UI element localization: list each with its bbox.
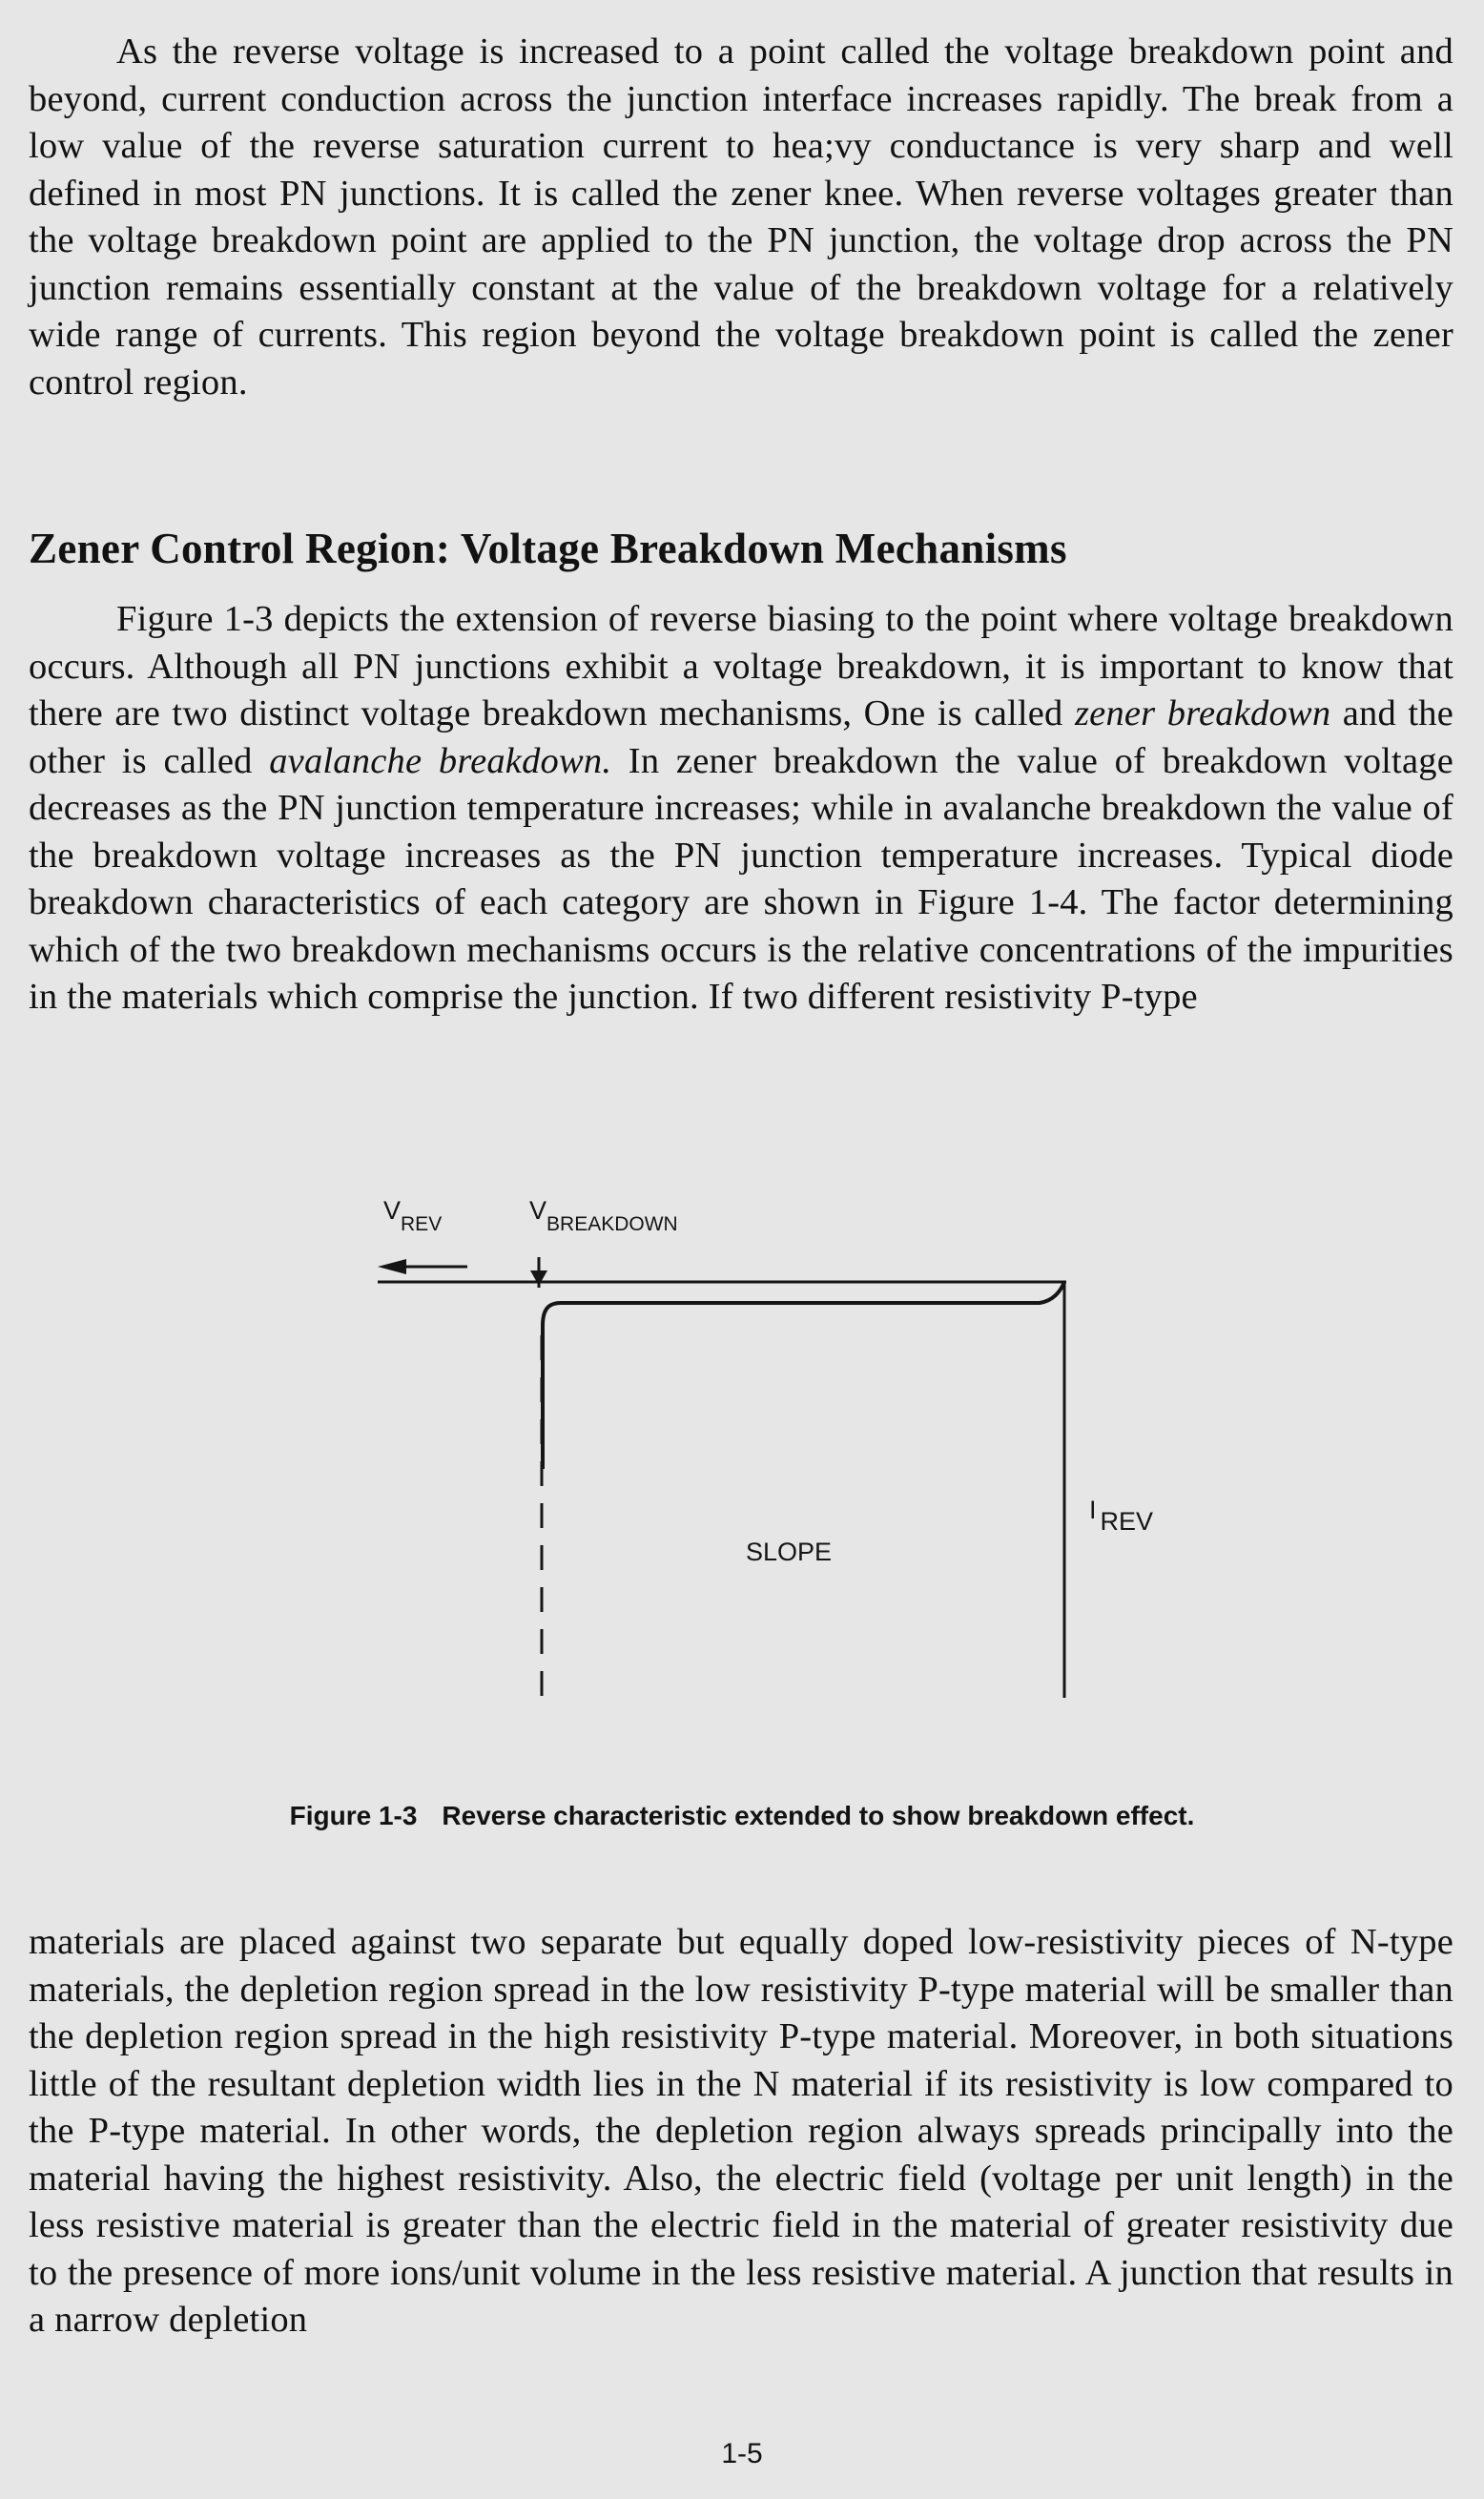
paragraph-depletion-region: materials are placed against two separate but equally doped low-resistivity pieces of N-type materials, the depletion region spread in the low resistivity P-type material will be smaller than the depletion region spread in the high resistivity P-type material. Moreover, in both situations little of the resultant depletion width lies in the N material if its resistivity is low compared to the P-type material. In other words, the depletion region always spreads principally into the material having the highest resistivity. Also, the electric field (voltage per unit length) in the less resistive material is greater than the electric field in the material of greater resistivity due to the presence of more ions/unit volume in the less resistive material. A junction that results in a narrow depletion	[29, 1922, 1453, 2340]
slope-label: SLOPE	[746, 1538, 833, 1566]
vrev-main: V	[383, 1196, 402, 1225]
irev-sub: REV	[1100, 1507, 1154, 1536]
term-avalanche-breakdown: avalanche breakdown.	[269, 740, 612, 781]
vrev-sub: REV	[401, 1213, 443, 1235]
section-heading: Zener Control Region: Voltage Breakdown Mechanisms	[29, 525, 1067, 572]
vbreakdown-sub: BREAKDOWN	[546, 1213, 678, 1235]
paragraph-text: Figure 1-3 depicts the extension of reverse biasing to the point where voltage breakdown occurs. Although all PN junctions exhibit a voltage breakdown, it is important to know that there are two distinct voltage breakdown mechanisms, One is called	[29, 599, 1453, 733]
caption-text: Reverse characteristic extended to show breakdown effect.	[442, 1801, 1195, 1830]
paragraph-text: In zener breakdown the value of breakdown voltage decreases as the PN junction temperature increases; while in avalanche breakdown the value of the breakdown voltage increases as the PN junction temperature increases. Typical diode breakdown characteristics of each category are shown in Figure 1-4. The factor determining which of the two breakdown mechanisms occurs is the relative concentrations of the impurities in the materials which comprise the junction. If two different resistivity P-type	[29, 740, 1453, 1017]
vbreakdown-label	[529, 1196, 678, 1235]
paragraph-text: and the other is called	[29, 693, 1453, 781]
paragraph-reverse-voltage: As the reverse voltage is increased to a point called the voltage breakdown point and beyond, current conduction across the junction interface increases rapidly. The break from a low value of the reverse saturation current to hea;vy conductance is very sharp and well defined in most PN junctions. It is called the zener knee. When reverse voltages greater than the voltage breakdown point are applied to the PN junction, the voltage drop across the PN junction remains essentially constant at the value of the breakdown voltage for a relatively wide range of currents. This region beyond the voltage breakdown point is called the zener control region.	[29, 31, 1453, 403]
irev-main: I	[1089, 1496, 1097, 1524]
vbreakdown-main: V	[529, 1196, 547, 1225]
figure-1-3-diagram	[0, 1183, 1484, 1717]
breakdown-curve	[543, 1282, 1064, 1469]
page-number: 1-5	[721, 2438, 763, 2469]
vrev-arrowhead	[378, 1259, 406, 1274]
paragraph-breakdown-mechanisms	[29, 596, 1453, 1022]
vbreakdown-marker-arrow	[530, 1270, 547, 1286]
figure-caption	[0, 1799, 1484, 1833]
term-zener-breakdown: zener breakdown	[1074, 693, 1331, 733]
irev-label	[1089, 1496, 1153, 1536]
vrev-label	[383, 1196, 442, 1235]
caption-number: Figure 1-3	[289, 1801, 418, 1830]
